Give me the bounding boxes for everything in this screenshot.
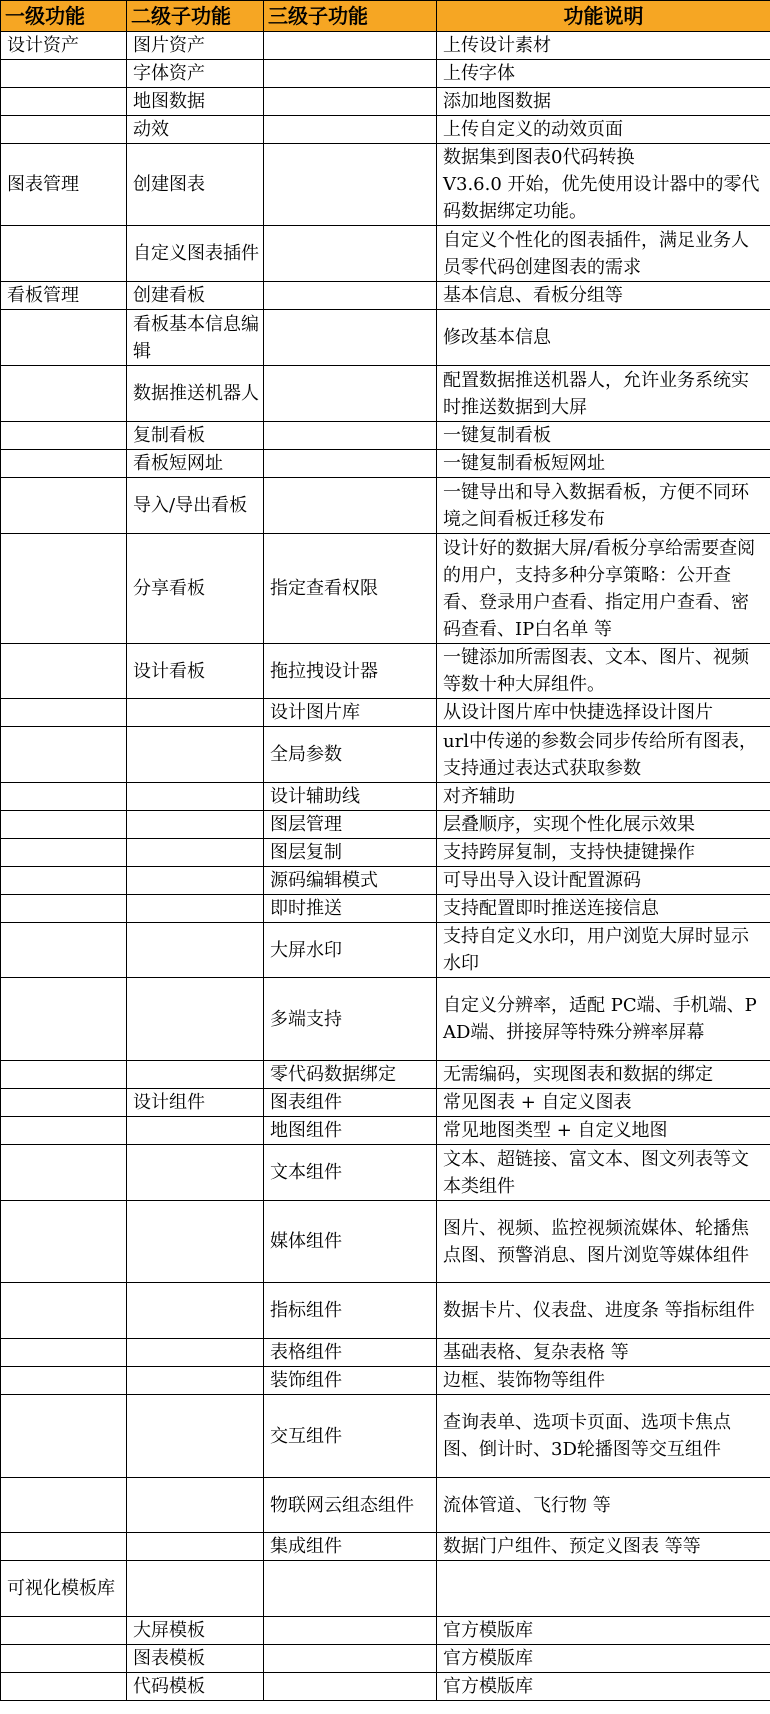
level2-cell: 代码模板 xyxy=(127,1673,264,1701)
level1-cell xyxy=(1,1283,127,1339)
description-cell: 对齐辅助 xyxy=(437,783,770,811)
table-row xyxy=(1,534,770,644)
description-cell: 数据门户组件、预定义图表 等等 xyxy=(437,1533,770,1561)
level1-cell xyxy=(1,1117,127,1145)
level3-cell: 图层管理 xyxy=(264,811,437,839)
description-cell: 支持配置即时推送连接信息 xyxy=(437,895,770,923)
level2-cell xyxy=(127,1339,264,1367)
description-cell: 无需编码，实现图表和数据的绑定 xyxy=(437,1061,770,1089)
level3-cell xyxy=(264,226,437,282)
level2-cell xyxy=(127,783,264,811)
description-cell: 数据集到图表0代码转换 V3.6.0 开始，优先使用设计器中的零代码数据绑定功能。 xyxy=(437,144,770,226)
level2-cell xyxy=(127,727,264,783)
level2-cell xyxy=(127,978,264,1061)
level1-cell xyxy=(1,839,127,867)
level2-cell: 复制看板 xyxy=(127,422,264,450)
level1-cell xyxy=(1,1673,127,1701)
level1-cell xyxy=(1,534,127,644)
table-header xyxy=(1,1,770,32)
table-row xyxy=(1,282,770,310)
level3-cell: 大屏水印 xyxy=(264,923,437,978)
level3-cell xyxy=(264,1673,437,1701)
level3-cell xyxy=(264,32,437,60)
table-row xyxy=(1,1478,770,1533)
level1-cell xyxy=(1,978,127,1061)
table-row xyxy=(1,839,770,867)
level3-cell xyxy=(264,1645,437,1673)
level2-cell xyxy=(127,1561,264,1617)
level2-cell xyxy=(127,895,264,923)
level3-cell: 集成组件 xyxy=(264,1533,437,1561)
table-row xyxy=(1,978,770,1061)
level3-cell: 装饰组件 xyxy=(264,1367,437,1395)
level3-cell xyxy=(264,310,437,366)
table-row xyxy=(1,116,770,144)
description-cell: 一键添加所需图表、文本、图片、视频等数十种大屏组件。 xyxy=(437,644,770,699)
table-row xyxy=(1,811,770,839)
level3-cell xyxy=(264,144,437,226)
level2-cell: 看板短网址 xyxy=(127,450,264,478)
level3-cell: 即时推送 xyxy=(264,895,437,923)
table-body xyxy=(1,32,770,1701)
description-cell: 官方模版库 xyxy=(437,1617,770,1645)
level2-cell xyxy=(127,923,264,978)
description-cell: 上传自定义的动效页面 xyxy=(437,116,770,144)
level3-cell xyxy=(264,116,437,144)
level3-cell: 物联网云组态组件 xyxy=(264,1478,437,1533)
level3-cell xyxy=(264,478,437,534)
level1-cell xyxy=(1,1089,127,1117)
level2-cell xyxy=(127,811,264,839)
table-row xyxy=(1,895,770,923)
level2-cell xyxy=(127,1478,264,1533)
table-row xyxy=(1,1533,770,1561)
description-cell: 查询表单、选项卡页面、选项卡焦点图、倒计时、3D轮播图等交互组件 xyxy=(437,1395,770,1478)
level2-cell: 看板基本信息编辑 xyxy=(127,310,264,366)
table-row xyxy=(1,422,770,450)
level1-cell xyxy=(1,310,127,366)
level2-cell xyxy=(127,699,264,727)
table-row xyxy=(1,1117,770,1145)
level1-cell xyxy=(1,116,127,144)
description-cell: 上传设计素材 xyxy=(437,32,770,60)
level2-cell: 分享看板 xyxy=(127,534,264,644)
table-row xyxy=(1,366,770,422)
header-level3: 三级子功能 xyxy=(264,1,437,32)
table-row xyxy=(1,1395,770,1478)
description-cell: 一键复制看板短网址 xyxy=(437,450,770,478)
level3-cell: 拖拉拽设计器 xyxy=(264,644,437,699)
description-cell: 常见图表 + 自定义图表 xyxy=(437,1089,770,1117)
level1-cell xyxy=(1,811,127,839)
level2-cell: 图片资产 xyxy=(127,32,264,60)
level2-cell: 地图数据 xyxy=(127,88,264,116)
description-cell: 基本信息、看板分组等 xyxy=(437,282,770,310)
level3-cell xyxy=(264,60,437,88)
level1-cell: 图表管理 xyxy=(1,144,127,226)
level3-cell: 交互组件 xyxy=(264,1395,437,1478)
level3-cell: 零代码数据绑定 xyxy=(264,1061,437,1089)
level2-cell xyxy=(127,867,264,895)
level3-cell xyxy=(264,1617,437,1645)
level2-cell: 自定义图表插件 xyxy=(127,226,264,282)
level2-cell xyxy=(127,1283,264,1339)
description-cell: 可导出导入设计配置源码 xyxy=(437,867,770,895)
table-row xyxy=(1,60,770,88)
table-row xyxy=(1,144,770,226)
table-row xyxy=(1,450,770,478)
table-row xyxy=(1,867,770,895)
level2-cell: 创建图表 xyxy=(127,144,264,226)
description-cell: 自定义个性化的图表插件，满足业务人员零代码创建图表的需求 xyxy=(437,226,770,282)
level2-cell xyxy=(127,1395,264,1478)
description-cell: 边框、装饰物等组件 xyxy=(437,1367,770,1395)
level2-cell xyxy=(127,839,264,867)
level1-cell xyxy=(1,1395,127,1478)
description-cell: 设计好的数据大屏/看板分享给需要查阅的用户，支持多种分享策略：公开查看、登录用户查看、指定用户查看、密码查看、IP白名单 等 xyxy=(437,534,770,644)
description-cell: 基础表格、复杂表格 等 xyxy=(437,1339,770,1367)
table-row xyxy=(1,88,770,116)
level2-cell: 数据推送机器人 xyxy=(127,366,264,422)
level3-cell: 源码编辑模式 xyxy=(264,867,437,895)
level2-cell: 导入/导出看板 xyxy=(127,478,264,534)
description-cell: 文本、超链接、富文本、图文列表等文本类组件 xyxy=(437,1145,770,1201)
level1-cell xyxy=(1,1478,127,1533)
level1-cell xyxy=(1,1617,127,1645)
level2-cell xyxy=(127,1117,264,1145)
level3-cell: 图表组件 xyxy=(264,1089,437,1117)
table-row xyxy=(1,1561,770,1617)
level3-cell: 文本组件 xyxy=(264,1145,437,1201)
level3-cell xyxy=(264,450,437,478)
level3-cell xyxy=(264,88,437,116)
level1-cell: 设计资产 xyxy=(1,32,127,60)
level1-cell xyxy=(1,1367,127,1395)
description-cell: 修改基本信息 xyxy=(437,310,770,366)
description-cell: 数据卡片、仪表盘、进度条 等指标组件 xyxy=(437,1283,770,1339)
level3-cell: 多端支持 xyxy=(264,978,437,1061)
table-row xyxy=(1,226,770,282)
description-cell: 自定义分辨率，适配 PC端、手机端、PAD端、拼接屏等特殊分辨率屏幕 xyxy=(437,978,770,1061)
level3-cell: 设计辅助线 xyxy=(264,783,437,811)
table-row xyxy=(1,1145,770,1201)
level2-cell xyxy=(127,1367,264,1395)
table-row xyxy=(1,1089,770,1117)
level1-cell xyxy=(1,478,127,534)
description-cell: 一键复制看板 xyxy=(437,422,770,450)
level2-cell: 创建看板 xyxy=(127,282,264,310)
table-row xyxy=(1,310,770,366)
level1-cell xyxy=(1,783,127,811)
description-cell: 官方模版库 xyxy=(437,1673,770,1701)
level2-cell xyxy=(127,1145,264,1201)
table-row xyxy=(1,1673,770,1701)
level2-cell: 设计看板 xyxy=(127,644,264,699)
description-cell: 添加地图数据 xyxy=(437,88,770,116)
level3-cell xyxy=(264,422,437,450)
level2-cell: 大屏模板 xyxy=(127,1617,264,1645)
level3-cell xyxy=(264,1561,437,1617)
table-row xyxy=(1,923,770,978)
table-row xyxy=(1,1283,770,1339)
table-row xyxy=(1,1645,770,1673)
description-cell: 一键导出和导入数据看板，方便不同环境之间看板迁移发布 xyxy=(437,478,770,534)
level1-cell: 看板管理 xyxy=(1,282,127,310)
description-cell: 常见地图类型 + 自定义地图 xyxy=(437,1117,770,1145)
table-row xyxy=(1,32,770,60)
description-cell: 流体管道、飞行物 等 xyxy=(437,1478,770,1533)
description-cell: 支持跨屏复制，支持快捷键操作 xyxy=(437,839,770,867)
level3-cell: 指标组件 xyxy=(264,1283,437,1339)
level1-cell xyxy=(1,895,127,923)
level3-cell: 图层复制 xyxy=(264,839,437,867)
header-level1: 一级功能 xyxy=(1,1,127,32)
description-cell: 支持自定义水印，用户浏览大屏时显示水印 xyxy=(437,923,770,978)
description-cell: 官方模版库 xyxy=(437,1645,770,1673)
level2-cell xyxy=(127,1061,264,1089)
level3-cell xyxy=(264,282,437,310)
description-cell: 上传字体 xyxy=(437,60,770,88)
level1-cell xyxy=(1,1339,127,1367)
table-row xyxy=(1,1201,770,1283)
level2-cell: 字体资产 xyxy=(127,60,264,88)
level3-cell xyxy=(264,366,437,422)
level1-cell xyxy=(1,1145,127,1201)
level1-cell xyxy=(1,867,127,895)
level3-cell: 指定查看权限 xyxy=(264,534,437,644)
table-row xyxy=(1,1367,770,1395)
description-cell xyxy=(437,1561,770,1617)
table-row xyxy=(1,1061,770,1089)
level1-cell: 可视化模板库 xyxy=(1,1561,127,1617)
level1-cell xyxy=(1,1533,127,1561)
table-row xyxy=(1,644,770,699)
level1-cell xyxy=(1,88,127,116)
level3-cell: 设计图片库 xyxy=(264,699,437,727)
level1-cell xyxy=(1,1061,127,1089)
level1-cell xyxy=(1,366,127,422)
level2-cell: 动效 xyxy=(127,116,264,144)
level1-cell xyxy=(1,727,127,783)
level3-cell: 全局参数 xyxy=(264,727,437,783)
description-cell: 配置数据推送机器人，允许业务系统实时推送数据到大屏 xyxy=(437,366,770,422)
level1-cell xyxy=(1,450,127,478)
level1-cell xyxy=(1,644,127,699)
level3-cell: 表格组件 xyxy=(264,1339,437,1367)
level1-cell xyxy=(1,1201,127,1283)
table-row xyxy=(1,727,770,783)
level1-cell xyxy=(1,1645,127,1673)
level2-cell: 设计组件 xyxy=(127,1089,264,1117)
header-description: 功能说明 xyxy=(437,1,770,32)
level1-cell xyxy=(1,226,127,282)
level1-cell xyxy=(1,422,127,450)
description-cell: 从设计图片库中快捷选择设计图片 xyxy=(437,699,770,727)
header-level2: 二级子功能 xyxy=(127,1,264,32)
level1-cell xyxy=(1,923,127,978)
table-row xyxy=(1,1617,770,1645)
table-row xyxy=(1,699,770,727)
description-cell: 层叠顺序，实现个性化展示效果 xyxy=(437,811,770,839)
level1-cell xyxy=(1,60,127,88)
description-cell: url中传递的参数会同步传给所有图表，支持通过表达式获取参数 xyxy=(437,727,770,783)
level1-cell xyxy=(1,699,127,727)
level2-cell: 图表模板 xyxy=(127,1645,264,1673)
level3-cell: 媒体组件 xyxy=(264,1201,437,1283)
level2-cell xyxy=(127,1533,264,1561)
header-row xyxy=(1,1,770,32)
table-row xyxy=(1,1339,770,1367)
level2-cell xyxy=(127,1201,264,1283)
level3-cell: 地图组件 xyxy=(264,1117,437,1145)
table-row xyxy=(1,783,770,811)
description-cell: 图片、视频、监控视频流媒体、轮播焦点图、预警消息、图片浏览等媒体组件 xyxy=(437,1201,770,1283)
table-row xyxy=(1,478,770,534)
